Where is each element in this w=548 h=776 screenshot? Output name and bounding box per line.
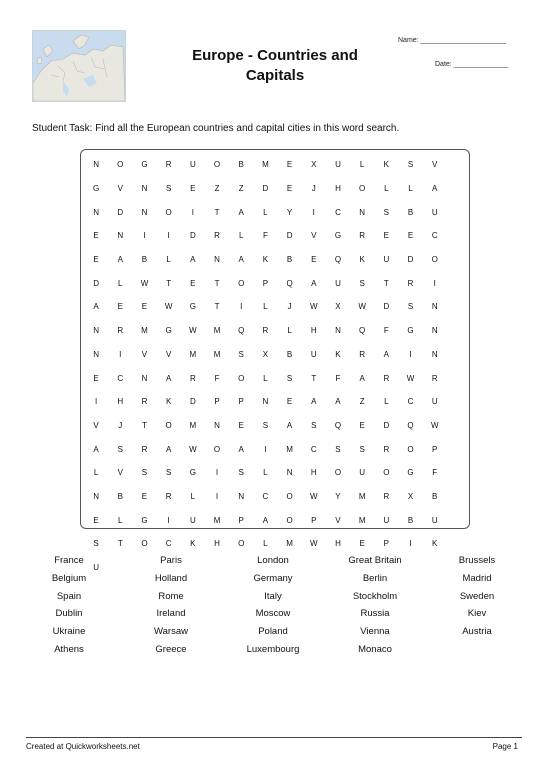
- grid-letter: F: [383, 326, 389, 336]
- word-list-item: Madrid: [462, 572, 492, 584]
- name-field: Name: ______________________: [398, 37, 507, 44]
- grid-letter: E: [311, 255, 317, 265]
- grid-letter: R: [407, 278, 414, 288]
- grid-letter: L: [118, 278, 123, 288]
- grid-letter: N: [214, 255, 220, 265]
- grid-letter: X: [311, 160, 317, 170]
- grid-letter: A: [93, 444, 99, 454]
- grid-letter: T: [117, 539, 123, 549]
- grid-letter: A: [93, 302, 99, 312]
- word-list-item: Ukraine: [52, 626, 86, 638]
- grid-letter: S: [407, 160, 414, 170]
- grid-letter: S: [238, 468, 244, 478]
- grid-letter: D: [262, 184, 269, 194]
- grid-letter: R: [359, 231, 366, 241]
- word-list-item: Berlin: [362, 572, 388, 584]
- grid-letter: N: [93, 491, 99, 501]
- grid-letter: N: [141, 373, 148, 383]
- grid-letter: L: [384, 397, 389, 407]
- grid-letter: R: [431, 373, 438, 383]
- grid-letter: P: [238, 515, 244, 525]
- grid-letter: L: [287, 326, 292, 336]
- word-list-item: Sweden: [459, 590, 495, 602]
- grid-letter: D: [383, 420, 390, 430]
- grid-letter: G: [334, 231, 342, 241]
- grid-letter: Q: [359, 326, 366, 336]
- grid-letter: I: [240, 302, 243, 312]
- word-list-item: France: [54, 555, 84, 566]
- word-list-item: Holland: [154, 572, 188, 584]
- grid-letter: C: [117, 373, 124, 383]
- grid-letter: G: [141, 515, 148, 525]
- grid-letter: D: [189, 397, 196, 407]
- grid-letter: X: [407, 491, 414, 501]
- grid-letter: E: [93, 255, 99, 265]
- grid-letter: F: [262, 231, 268, 241]
- grid-letter: Y: [286, 207, 293, 217]
- grid-letter: X: [335, 302, 341, 312]
- grid-letter: K: [432, 539, 438, 549]
- grid-letter: U: [359, 468, 366, 478]
- grid-letter: B: [286, 349, 293, 359]
- grid-letter: E: [407, 231, 414, 241]
- grid-letter: N: [93, 326, 99, 336]
- grid-letter: G: [407, 326, 414, 336]
- grid-letter: E: [286, 184, 293, 194]
- grid-letter: V: [141, 349, 148, 359]
- grid-letter: U: [383, 255, 390, 265]
- grid-letter: R: [214, 231, 220, 241]
- grid-letter: I: [167, 515, 170, 525]
- word-list-item: Monaco: [358, 643, 392, 655]
- grid-letter: U: [189, 160, 196, 170]
- grid-letter: I: [143, 231, 146, 241]
- grid-letter: G: [141, 160, 148, 170]
- grid-letter: E: [359, 420, 365, 430]
- grid-letter: E: [359, 539, 365, 549]
- grid-letter: I: [312, 207, 315, 217]
- grid-letter: P: [262, 278, 269, 288]
- grid-letter: I: [191, 207, 194, 217]
- grid-letter: H: [335, 184, 341, 194]
- grid-letter: O: [238, 373, 245, 383]
- grid-letter: R: [165, 160, 172, 170]
- grid-letter: J: [287, 302, 292, 312]
- grid-letter: S: [165, 184, 172, 194]
- grid-letter: O: [286, 491, 293, 501]
- word-list-item: Austria: [462, 626, 492, 638]
- grid-letter: I: [119, 349, 122, 359]
- grid-letter: R: [117, 326, 124, 336]
- grid-letter: Q: [334, 420, 342, 430]
- grid-letter: I: [167, 231, 170, 241]
- grid-letter: S: [407, 302, 414, 312]
- grid-letter: W: [310, 302, 318, 312]
- grid-letter: L: [263, 468, 268, 478]
- grid-letter: W: [189, 326, 197, 336]
- grid-letter: U: [383, 515, 390, 525]
- grid-letter: O: [407, 444, 414, 454]
- grid-letter: U: [335, 278, 341, 288]
- grid-letter: A: [383, 349, 390, 359]
- grid-letter: M: [213, 349, 221, 359]
- grid-letter: P: [432, 444, 438, 454]
- grid-letter: M: [213, 326, 221, 336]
- grid-letter: O: [165, 207, 172, 217]
- grid-letter: M: [286, 444, 293, 454]
- word-list-item: Rome: [158, 590, 184, 602]
- grid-letter: I: [409, 349, 412, 359]
- grid-letter: G: [189, 468, 196, 478]
- grid-letter: T: [142, 420, 147, 430]
- grid-letter: P: [214, 397, 220, 407]
- grid-letter: S: [238, 349, 244, 359]
- word-list-item: Poland: [258, 626, 288, 638]
- grid-letter: L: [93, 468, 99, 478]
- word-list-item: Kiev: [467, 608, 487, 620]
- grid-letter: L: [263, 373, 268, 383]
- grid-letter: V: [117, 468, 123, 478]
- grid-letter: S: [165, 468, 172, 478]
- grid-letter: E: [190, 184, 196, 194]
- grid-letter: Z: [214, 184, 220, 194]
- grid-letter: L: [384, 184, 389, 194]
- grid-letter: L: [190, 491, 196, 501]
- grid-letter: A: [190, 255, 196, 265]
- grid-letter: F: [214, 373, 220, 383]
- word-list-item: Warsaw: [154, 626, 188, 638]
- grid-letter: R: [141, 444, 148, 454]
- grid-letter: I: [433, 278, 436, 288]
- grid-letter: G: [189, 302, 196, 312]
- grid-letter: D: [286, 231, 293, 241]
- grid-letter: L: [238, 231, 244, 241]
- grid-letter: N: [431, 349, 438, 359]
- grid-letter: D: [407, 255, 414, 265]
- grid-letter: S: [117, 444, 123, 454]
- grid-letter: N: [431, 326, 438, 336]
- grid-letter: O: [213, 444, 221, 454]
- grid-letter: H: [117, 397, 124, 407]
- grid-letter: C: [310, 444, 317, 454]
- grid-letter: D: [93, 278, 99, 288]
- grid-letter: S: [262, 420, 269, 430]
- grid-letter: Q: [334, 255, 342, 265]
- grid-letter: C: [407, 397, 414, 407]
- grid-letter: V: [311, 231, 317, 241]
- grid-letter: A: [335, 397, 341, 407]
- grid-letter: B: [141, 255, 148, 265]
- grid-letter: A: [238, 255, 244, 265]
- grid-letter: I: [264, 444, 267, 454]
- grid-letter: N: [93, 349, 99, 359]
- grid-letter: X: [262, 349, 269, 359]
- grid-letter: K: [335, 349, 341, 359]
- grid-letter: P: [311, 515, 317, 525]
- task-instructions: Student Task: Find all the European countries and capital cities in this word search.: [32, 123, 400, 134]
- grid-letter: H: [335, 539, 341, 549]
- word-list-item: Great Britain: [348, 555, 402, 566]
- grid-letter: C: [335, 207, 341, 217]
- grid-letter: A: [117, 255, 123, 265]
- grid-letter: J: [311, 184, 316, 194]
- word-list-item: Athens: [54, 643, 84, 655]
- grid-letter: A: [238, 444, 244, 454]
- grid-letter: T: [383, 278, 389, 288]
- footer-divider: [26, 737, 522, 738]
- grid-letter: O: [165, 420, 172, 430]
- grid-letter: O: [431, 255, 438, 265]
- grid-letter: L: [408, 184, 413, 194]
- grid-letter: S: [359, 444, 365, 454]
- europe-map-image: [32, 30, 126, 102]
- grid-letter: A: [238, 207, 244, 217]
- grid-letter: I: [215, 491, 219, 501]
- grid-letter: S: [383, 207, 390, 217]
- grid-letter: M: [358, 515, 366, 525]
- word-list-item: Luxembourg: [246, 643, 300, 655]
- word-list-item: London: [257, 555, 289, 566]
- grid-letter: V: [93, 420, 99, 430]
- grid-letter: Z: [359, 397, 365, 407]
- grid-letter: A: [311, 278, 317, 288]
- page-title: Europe - Countries and Capitals: [192, 47, 358, 84]
- grid-letter: R: [165, 491, 172, 501]
- grid-letter: O: [359, 184, 366, 194]
- grid-letter: T: [214, 207, 220, 217]
- grid-letter: S: [141, 468, 148, 478]
- grid-letter: T: [214, 302, 220, 312]
- grid-letter: M: [358, 491, 366, 501]
- grid-letter: M: [262, 160, 269, 170]
- grid-letter: W: [164, 302, 173, 312]
- grid-letter: O: [213, 160, 221, 170]
- grid-letter: O: [238, 539, 245, 549]
- grid-letter: Y: [335, 491, 341, 501]
- grid-letter: B: [407, 515, 414, 525]
- grid-letter: R: [359, 349, 366, 359]
- grid-letter: L: [263, 302, 268, 312]
- footer-credit: Created at Quickworksheets.net: [26, 742, 140, 751]
- grid-letter: N: [214, 420, 220, 430]
- grid-letter: E: [93, 231, 99, 241]
- grid-letter: R: [383, 373, 390, 383]
- grid-letter: I: [94, 397, 98, 407]
- grid-letter: U: [93, 563, 99, 573]
- europe-map-icon: [33, 31, 125, 101]
- grid-letter: N: [117, 231, 124, 241]
- grid-letter: T: [214, 278, 220, 288]
- date-field: Date: ______________: [435, 61, 509, 68]
- grid-letter: W: [430, 420, 439, 430]
- grid-letter: N: [335, 326, 341, 336]
- grid-letter: M: [189, 420, 197, 430]
- word-list-item: Moscow: [255, 608, 291, 620]
- grid-letter: R: [383, 491, 390, 501]
- grid-letter: G: [165, 326, 172, 336]
- grid-letter: U: [431, 207, 438, 217]
- word-list-item: Russia: [360, 608, 390, 620]
- grid-letter: A: [311, 397, 317, 407]
- grid-letter: M: [286, 539, 293, 549]
- grid-letter: R: [383, 444, 390, 454]
- word-list-item: Belgium: [51, 572, 87, 584]
- grid-letter: S: [359, 278, 365, 288]
- grid-letter: G: [407, 468, 414, 478]
- grid-letter: W: [310, 491, 318, 501]
- grid-letter: U: [335, 160, 341, 170]
- grid-letter: M: [213, 515, 221, 525]
- grid-letter: L: [263, 207, 268, 217]
- grid-letter: E: [286, 160, 293, 170]
- grid-letter: H: [310, 468, 317, 478]
- grid-letter: A: [432, 184, 438, 194]
- grid-letter: E: [286, 397, 293, 407]
- grid-letter: M: [141, 326, 148, 336]
- grid-letter: O: [141, 539, 148, 549]
- grid-letter: W: [189, 444, 197, 454]
- grid-letter: N: [262, 397, 269, 407]
- grid-letter: E: [383, 231, 390, 241]
- grid-letter: L: [118, 515, 123, 525]
- grid-letter: J: [118, 420, 123, 430]
- grid-letter: G: [92, 184, 100, 194]
- grid-letter: R: [262, 326, 269, 336]
- grid-letter: Q: [238, 326, 245, 336]
- grid-letter: I: [215, 468, 219, 478]
- grid-letter: H: [310, 326, 317, 336]
- grid-letter: Q: [407, 420, 414, 430]
- grid-letter: U: [189, 515, 196, 525]
- grid-letter: K: [359, 255, 365, 265]
- grid-letter: C: [431, 231, 438, 241]
- grid-letter: U: [431, 397, 438, 407]
- grid-letter: C: [165, 539, 172, 549]
- word-list-item: Ireland: [156, 608, 186, 620]
- grid-letter: I: [409, 539, 412, 549]
- grid-letter: V: [432, 160, 438, 170]
- word-list-item: Paris: [160, 555, 182, 566]
- grid-letter: V: [165, 349, 172, 359]
- grid-letter: S: [311, 420, 317, 430]
- word-list-item: Germany: [253, 572, 293, 584]
- word-list-item: Stockholm: [352, 590, 398, 602]
- grid-letter: V: [117, 184, 123, 194]
- grid-letter: N: [93, 160, 99, 170]
- grid-letter: E: [117, 302, 123, 312]
- grid-letter: R: [189, 373, 196, 383]
- word-list-item: Greece: [155, 643, 187, 655]
- grid-letter: O: [383, 468, 390, 478]
- grid-letter: N: [286, 468, 293, 478]
- grid-letter: O: [238, 278, 245, 288]
- grid-letter: R: [141, 397, 148, 407]
- word-list-item: Italy: [264, 590, 282, 602]
- grid-letter: L: [263, 539, 268, 549]
- grid-letter: C: [262, 491, 269, 501]
- grid-letter: P: [238, 397, 244, 407]
- grid-letter: P: [383, 539, 390, 549]
- grid-letter: L: [166, 255, 171, 265]
- grid-letter: E: [238, 420, 244, 430]
- grid-letter: D: [117, 207, 124, 217]
- grid-letter: S: [286, 373, 293, 383]
- page-number: Page 1: [492, 742, 518, 751]
- grid-letter: W: [140, 278, 149, 288]
- grid-letter: N: [141, 184, 148, 194]
- word-list-item: Dublin: [55, 608, 83, 620]
- grid-letter: F: [432, 468, 438, 478]
- grid-letter: T: [311, 373, 317, 383]
- grid-letter: A: [286, 420, 293, 430]
- grid-letter: E: [93, 515, 99, 525]
- grid-letter: E: [141, 302, 148, 312]
- grid-letter: K: [165, 397, 172, 407]
- grid-letter: B: [407, 207, 414, 217]
- grid-letter: S: [335, 444, 341, 454]
- grid-letter: W: [310, 539, 318, 549]
- grid-letter: B: [286, 255, 293, 265]
- grid-letter: W: [358, 302, 366, 312]
- grid-letter: L: [359, 160, 365, 170]
- grid-letter: O: [334, 468, 342, 478]
- grid-letter: S: [93, 539, 99, 549]
- grid-letter: M: [189, 349, 197, 359]
- grid-letter: H: [214, 539, 220, 549]
- grid-letter: K: [383, 160, 390, 170]
- grid-letter: U: [310, 349, 317, 359]
- grid-letter: T: [166, 278, 172, 288]
- grid-letter: K: [190, 539, 196, 549]
- grid-letter: B: [238, 160, 244, 170]
- grid-letter: E: [190, 278, 196, 288]
- grid-letter: U: [431, 515, 438, 525]
- grid-letter: N: [238, 491, 245, 501]
- grid-letter: W: [406, 373, 415, 383]
- word-list: [18, 552, 528, 659]
- grid-letter: A: [165, 373, 172, 383]
- grid-letter: B: [432, 491, 438, 501]
- grid-letter: B: [117, 491, 123, 501]
- grid-letter: Q: [286, 278, 293, 288]
- grid-letter: Z: [238, 184, 244, 194]
- grid-letter: V: [335, 515, 341, 525]
- grid-letter: E: [93, 373, 99, 383]
- grid-letter: N: [93, 207, 99, 217]
- grid-letter: K: [262, 255, 269, 265]
- grid-letter: N: [359, 207, 366, 217]
- grid-letter: A: [165, 444, 172, 454]
- grid-letter: N: [431, 302, 438, 312]
- grid-letter: A: [359, 373, 365, 383]
- grid-letter: D: [189, 231, 196, 241]
- word-list-item: Vienna: [360, 626, 390, 638]
- grid-letter: A: [262, 515, 269, 525]
- word-list-item: Spain: [56, 590, 82, 602]
- grid-letter: F: [335, 373, 341, 383]
- grid-letter: N: [141, 207, 148, 217]
- grid-letter: O: [286, 515, 293, 525]
- grid-letter: O: [117, 160, 124, 170]
- grid-letter: D: [383, 302, 390, 312]
- grid-letter: E: [141, 491, 148, 501]
- word-list-item: Brussels: [458, 555, 496, 566]
